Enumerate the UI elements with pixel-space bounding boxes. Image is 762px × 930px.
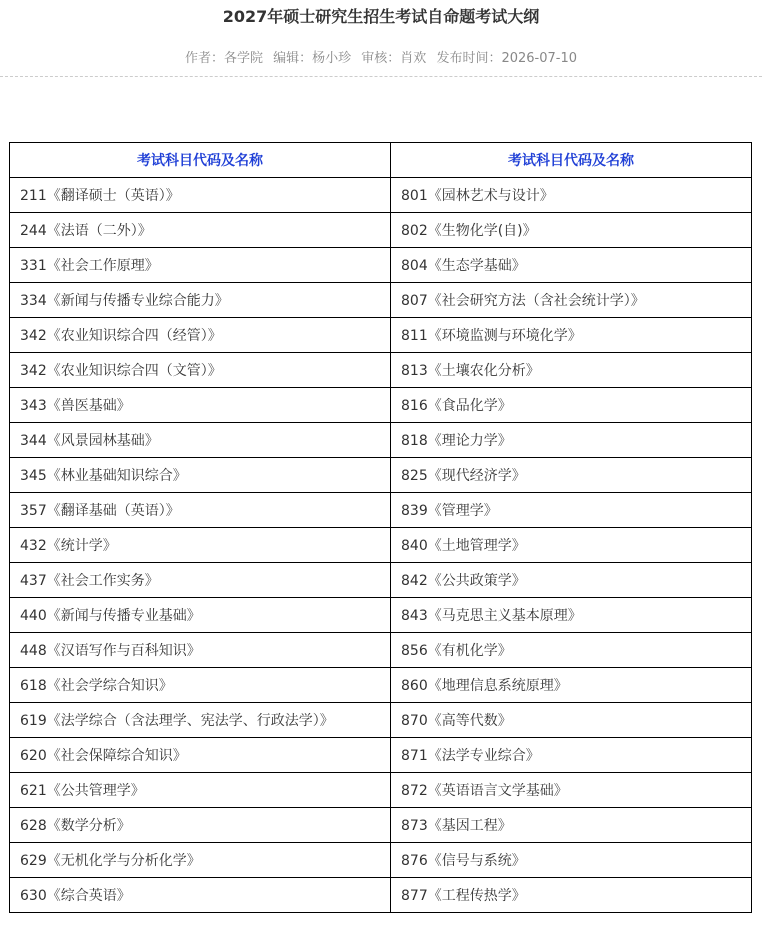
column-header: 考试科目代码及名称	[391, 143, 752, 178]
table-row	[10, 878, 752, 913]
table-row	[10, 423, 752, 458]
table-row	[10, 318, 752, 353]
subject-cell: 629《无机化学与分析化学》	[10, 843, 391, 878]
table-row	[10, 633, 752, 668]
subject-cell: 244《法语（二外）》	[10, 213, 391, 248]
subject-cell: 331《社会工作原理》	[10, 248, 391, 283]
subject-cell: 876《信号与系统》	[391, 843, 752, 878]
subject-cell: 840《土地管理学》	[391, 528, 752, 563]
subject-cell: 856《有机化学》	[391, 633, 752, 668]
table-row	[10, 283, 752, 318]
subject-cell: 628《数学分析》	[10, 808, 391, 843]
subject-cell: 839《管理学》	[391, 493, 752, 528]
subject-cell: 818《理论力学》	[391, 423, 752, 458]
table-row	[10, 563, 752, 598]
table-row	[10, 353, 752, 388]
subject-cell: 816《食品化学》	[391, 388, 752, 423]
meta-author: 作者：各学院	[184, 51, 263, 66]
subject-cell: 440《新闻与传播专业基础》	[10, 598, 391, 633]
subject-cell: 870《高等代数》	[391, 703, 752, 738]
subject-cell: 343《兽医基础》	[10, 388, 391, 423]
table-row	[10, 388, 752, 423]
meta-editor: 编辑：杨小珍	[273, 51, 352, 66]
subject-cell: 804《生态学基础》	[391, 248, 752, 283]
subject-cell: 860《地理信息系统原理》	[391, 668, 752, 703]
table-row	[10, 493, 752, 528]
subject-cell: 334《新闻与传播专业综合能力》	[10, 283, 391, 318]
subject-cell: 872《英语语言文学基础》	[391, 773, 752, 808]
meta-reviewer: 审核：肖欢	[361, 51, 427, 66]
subject-cell: 801《园林艺术与设计》	[391, 178, 752, 213]
subject-cell: 432《统计学》	[10, 528, 391, 563]
table-row	[10, 808, 752, 843]
subject-cell: 357《翻译基础（英语）》	[10, 493, 391, 528]
subject-cell: 345《林业基础知识综合》	[10, 458, 391, 493]
subject-cell: 630《综合英语》	[10, 878, 391, 913]
subject-cell: 437《社会工作实务》	[10, 563, 391, 598]
meta-published: 发布时间：2026-07-10	[436, 51, 578, 66]
article-meta	[0, 50, 762, 68]
table-row	[10, 843, 752, 878]
table-row	[10, 213, 752, 248]
subject-cell: 825《现代经济学》	[391, 458, 752, 493]
table-header-row	[10, 143, 752, 178]
subject-cell: 802《生物化学(自)》	[391, 213, 752, 248]
subject-cell: 871《法学专业综合》	[391, 738, 752, 773]
table-row	[10, 598, 752, 633]
article-title: 2027年硕士研究生招生考试自命题考试大纲	[222, 7, 540, 26]
subject-cell: 342《农业知识综合四（经管）》	[10, 318, 391, 353]
meta-divider	[0, 76, 762, 77]
table-row	[10, 773, 752, 808]
subject-cell: 877《工程传热学》	[391, 878, 752, 913]
table-row	[10, 458, 752, 493]
table-body	[10, 178, 752, 913]
subject-cell: 873《基因工程》	[391, 808, 752, 843]
subject-cell: 620《社会保障综合知识》	[10, 738, 391, 773]
column-header: 考试科目代码及名称	[10, 143, 391, 178]
table-row	[10, 703, 752, 738]
subject-cell: 619《法学综合（含法理学、宪法学、行政法学）》	[10, 703, 391, 738]
subject-cell: 842《公共政策学》	[391, 563, 752, 598]
table-row	[10, 738, 752, 773]
table-row	[10, 178, 752, 213]
subject-cell: 342《农业知识综合四（文管）》	[10, 353, 391, 388]
subject-cell: 807《社会研究方法（含社会统计学）》	[391, 283, 752, 318]
subject-cell: 621《公共管理学》	[10, 773, 391, 808]
table-row	[10, 528, 752, 563]
subject-cell: 211《翻译硕士（英语）》	[10, 178, 391, 213]
table-row	[10, 248, 752, 283]
table-row	[10, 668, 752, 703]
subject-cell: 843《马克思主义基本原理》	[391, 598, 752, 633]
subject-cell: 811《环境监测与环境化学》	[391, 318, 752, 353]
subject-cell: 618《社会学综合知识》	[10, 668, 391, 703]
subject-cell: 448《汉语写作与百科知识》	[10, 633, 391, 668]
exam-subjects-table	[9, 142, 752, 913]
subject-cell: 813《土壤农化分析》	[391, 353, 752, 388]
subject-cell: 344《风景园林基础》	[10, 423, 391, 458]
